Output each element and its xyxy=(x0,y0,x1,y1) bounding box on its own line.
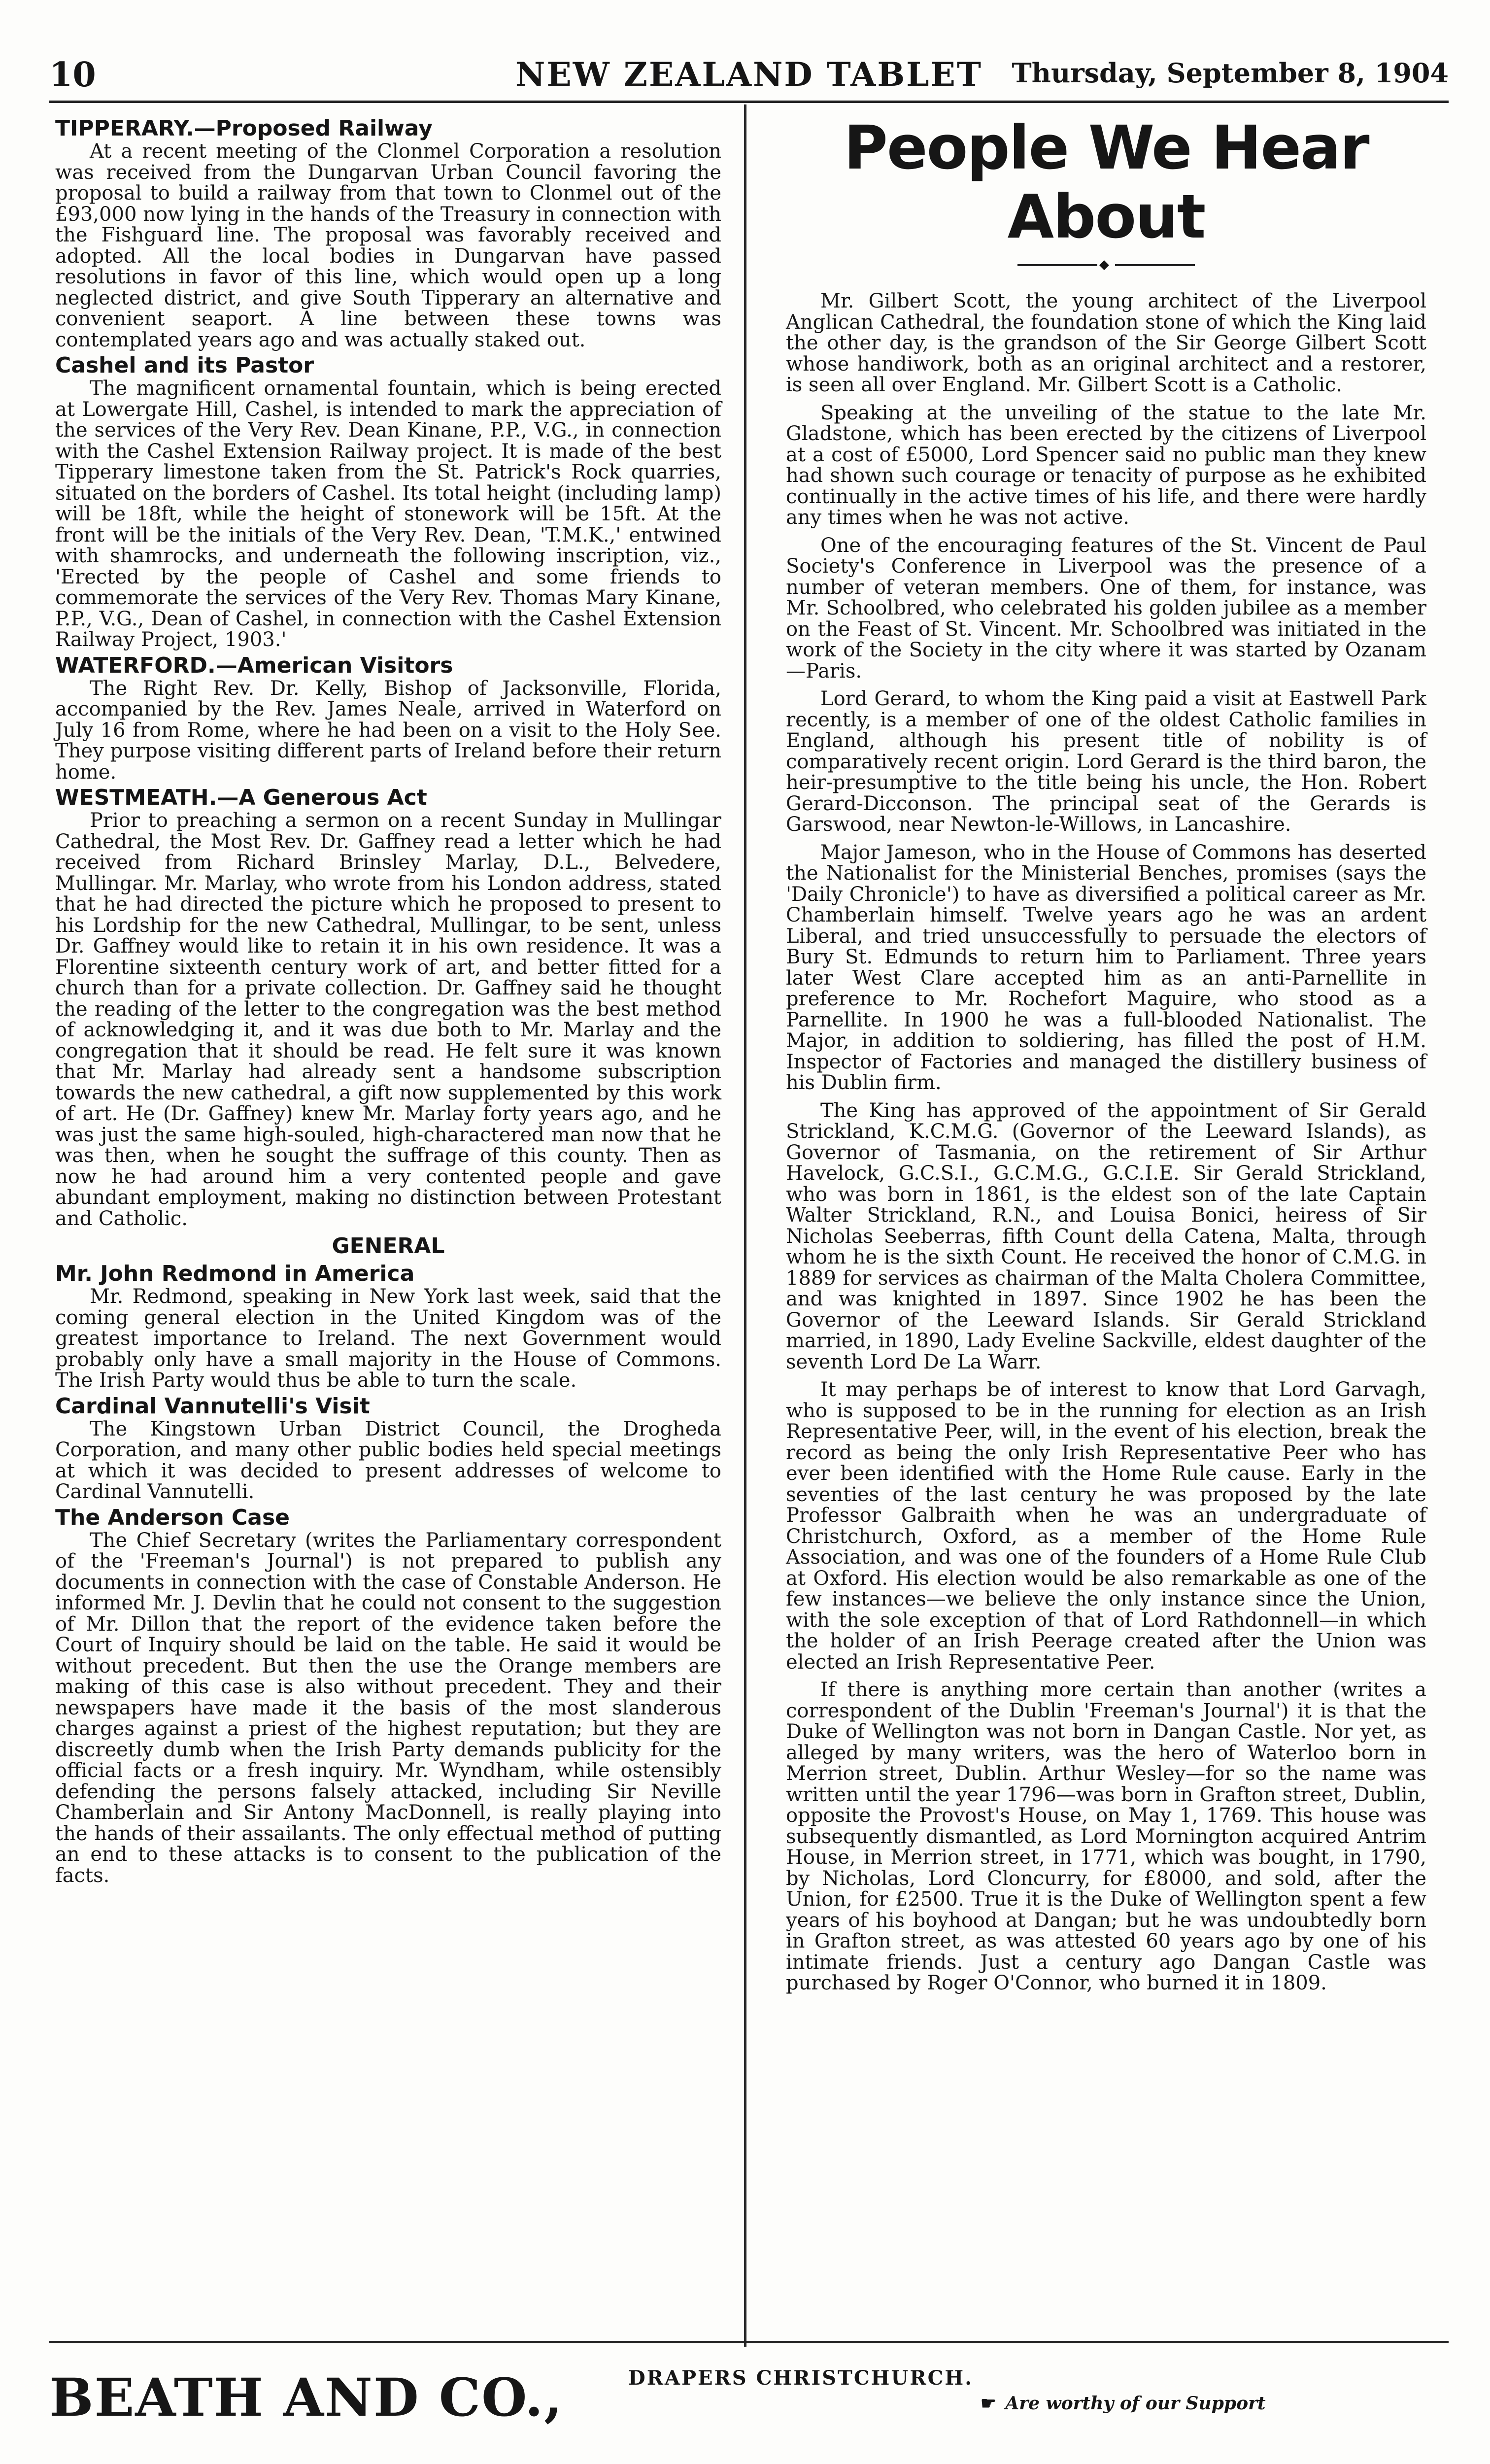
news-item xyxy=(55,1506,721,1886)
news-item xyxy=(55,1262,721,1391)
article-paragraph: Major Jameson, who in the House of Commons has deserted the Nationalist for the Ministerial Benches, promises (says the 'Daily Chronicle') to have as diversified a political career as Mr. Chamberlain himself. Twelve years ago he was an ardent Liberal, and tried unsuccessfully to persuade the electors of Bury St. Edmunds to return him to Parliament. Three years later West Clare accepted him as an anti-Parnellite in preference to Mr. Rochefort Maguire, who stood as a Parnellite. In 1900 he was a full-blooded Nationalist. The Major, in addition to soldiering, has filled the post of H.M. Inspector of Factories and managed the distillery business of his Dublin firm. xyxy=(786,841,1426,1094)
news-body: The Chief Secretary (writes the Parliamentary correspondent of the 'Freeman's Journal') is not prepared to publish any documents in connection with the case of Constable Anderson. He informed Mr. J. Devlin that he could not consent to the suggestion of Mr. Dillon that the report of the evidence taken before the Court of Inquiry should be laid on the table. He said it would be without precedent. But then the use the Orange members are making of this case is also without precedent. They and their newspapers have made it the basis of the most slanderous charges against a priest of the highest reputation; but they are discreetly dumb when the Irish Party demands publicity for the official facts or a fresh inquiry. Mr. Wyndham, while ostensibly defending the persons falsely attacked, including Sir Neville Chamberlain and Sir Antony MacDonnell, is really playing into the hands of their assailants. The only effectual method of putting an end to these attacks is to consent to the publication of the facts. xyxy=(55,1529,721,1887)
news-body: The magnificent ornamental fountain, which is being erected at Lowergate Hill, Cashel, is intended to mark the appreciation of the services of the Very Rev. Dean Kinane, P.P., V.G., in connection with the Cashel Extension Railway project. It is made of the best Tipperary limestone taken from the St. Patrick's Rock quarries, situated on the borders of Cashel. Its total height (including lamp) will be 18ft, while the height of stonework will be 15ft. At the front will be the initials of the Very Rev. Dean, 'T.M.K.,' entwined with shamrocks, and underneath the following inscription, viz., 'Erected by the people of Cashel and some friends to commemorate the services of the Very Rev. Thomas Mary Kinane, P.P., V.G., Dean of Cashel, in connection with the Cashel Extension Railway Project, 1903.' xyxy=(55,377,721,651)
advertisement-footer xyxy=(49,2347,1449,2428)
section-heading: GENERAL xyxy=(332,1233,445,1259)
news-heading: WATERFORD.—American Visitors xyxy=(55,652,453,678)
article-paragraph: Lord Gerard, to whom the King paid a visit at Eastwell Park recently, is a member of one of the oldest Catholic families in England, although his present title of nobility is of comparatively recent origin. Lord Gerard is the third baron, the heir-presumptive to the title being his uncle, the Hon. Robert Gerard-Dicconson. The principal seat of the Gerards is Garswood, near Newton-le-Willows, in Lancashire. xyxy=(786,687,1426,836)
feature-title: People We Hear About xyxy=(844,113,1369,252)
ornament-rule xyxy=(1017,264,1097,266)
news-item xyxy=(55,1394,721,1503)
pointing-hand-icon: ☛ xyxy=(981,2393,997,2414)
diamond-icon: ◆ xyxy=(1099,257,1109,272)
advertiser-appeal xyxy=(981,2393,1266,2414)
news-heading: WESTMEATH.—A Generous Act xyxy=(55,785,427,810)
masthead-rule xyxy=(49,101,1449,103)
advertiser-name: BEATH AND CO., xyxy=(49,2366,564,2428)
appeal-text: Are worthy of our Support xyxy=(1005,2393,1266,2414)
news-body: At a recent meeting of the Clonmel Corporation a resolution was received from the Dungarvan Urban Council favoring the proposal to build a railway from that town to Clonmel out of the £93,000 now lying in the hands of the Treasury in connection with the Fishguard line. The proposal was favorably received and adopted. All the local bodies in Dungarvan have passed resolutions in favor of this line, which would open up a long neglected district, and give South Tipperary an alternative and convenient seaport. A line between these towns was contemplated years ago and was actually staked out. xyxy=(55,140,721,351)
issue-date: Thursday, September 8, 1904 xyxy=(1012,57,1449,89)
news-body: Mr. Redmond, speaking in New York last week, said that the coming general election in the United Kingdom was of the greatest importance to Ireland. The next Government would probably only have a small majority in the House of Commons. The Irish Party would thus be able to turn the scale. xyxy=(55,1285,721,1392)
section-heading-general xyxy=(55,1234,721,1259)
news-body: The Kingstown Urban District Council, the Drogheda Corporation, and many other public bodies held special meetings at which it was decided to present addresses of welcome to Cardinal Vannutelli. xyxy=(55,1417,721,1503)
footer-rule xyxy=(49,2341,1449,2343)
article-paragraph: If there is anything more certain than another (writes a correspondent of the Dublin 'Freeman's Journal') it is that the Duke of Wellington was not born in Dangan Castle. Nor yet, as alleged by many writers, was the hero of Waterloo born in Merrion street, Dublin. Arthur Wesley—for so the name was written until the year 1796—was born in Grafton street, Dublin, opposite the Provost's House, on May 1, 1769. This house was subsequently dismantled, as Lord Mornington acquired Antrim House, in Merrion street, in 1771, which was bought, in 1790, by Nicholas, Lord Cloncurry, for £8000, and sold, after the Union, for £2500. True it is the Duke of Wellington spent a few years of his boyhood at Dangan; but he was undoubtedly born in Grafton street, as was attested 60 years ago by one of his intimate friends. Just a century ago Dangan Castle was purchased by Roger O'Connor, who burned it in 1809. xyxy=(786,1678,1426,1994)
news-item xyxy=(55,353,721,650)
publication-title: NEW ZEALAND TABLET xyxy=(515,55,982,94)
advertiser-trade: DRAPERS CHRISTCHURCH. xyxy=(628,2366,974,2390)
title-ornament xyxy=(1017,258,1195,271)
article-paragraph: The King has approved of the appointment of Sir Gerald Strickland, K.C.M.G. (Governor of the Leeward Islands), as Governor of Tasmania, on the retirement of Sir Arthur Havelock, G.C.S.I., G.C.M.G., G.C.I.E. Sir Gerald Strickland, who was born in 1861, is the eldest son of the late Captain Walter Strickland, R.N., and Louisa Bonici, heiress of Sir Nicholas Seeberras, fifth Count della Catena, Malta, through whom he is the sixth Count. He received the honor of C.M.G. in 1889 for services as chairman of the Malta Cholera Committee, and was knighted in 1897. Since 1902 he has been the Governor of the Leeward Islands. Sir Gerald Strickland married, in 1890, Lady Eveline Sackville, eldest daughter of the seventh Lord De La Warr. xyxy=(786,1099,1426,1373)
article-paragraph: One of the encouraging features of the St. Vincent de Paul Society's Conference in Liverpool was the presence of a number of veteran members. One of them, for instance, was Mr. Schoolbred, who celebrated his golden jubilee as a member on the Feast of St. Vincent. Mr. Schoolbred was initiated in the work of the Society in the city where it was started by Ozanam—Paris. xyxy=(786,534,1426,683)
news-body: The Right Rev. Dr. Kelly, Bishop of Jacksonville, Florida, accompanied by the Rev. James Neale, arrived in Waterford on July 16 from Rome, where he had been on a visit to the Holy See. They purpose visiting different parts of Ireland before their return home. xyxy=(55,677,721,784)
left-column xyxy=(55,113,721,1886)
news-heading: The Anderson Case xyxy=(55,1505,290,1530)
right-column xyxy=(786,113,1426,2001)
page-number: 10 xyxy=(49,55,96,95)
news-item xyxy=(55,116,721,350)
ornament-rule xyxy=(1115,264,1195,266)
masthead xyxy=(49,55,1449,97)
news-item xyxy=(55,653,721,783)
article-paragraph: Mr. Gilbert Scott, the young architect of the Liverpool Anglican Cathedral, the foundation stone of which the King laid the other day, is the grandson of the Sir George Gilbert Scott whose handiwork, both as an original architect and a restorer, is seen all over England. Mr. Gilbert Scott is a Catholic. xyxy=(786,290,1426,396)
news-heading: Cardinal Vannutelli's Visit xyxy=(55,1393,370,1419)
article-paragraph: Speaking at the unveiling of the statue to the late Mr. Gladstone, which has been erected by the citizens of Liverpool at a cost of £5000, Lord Spencer said no public man they knew had shown such courage or tenacity of purpose as he exhibited continually in the active times of his life, and there were hardly any times when he was not active. xyxy=(786,401,1426,529)
article-paragraph: It may perhaps be of interest to know that Lord Garvagh, who is supposed to be in the running for election as an Irish Representative Peer, will, in the event of his election, break the record as being the only Irish Representative Peer who has ever been identified with the Home Rule cause. Early in the seventies of the last century he was proposed by the late Professor Galbraith when he was an undergraduate of Christchurch, Oxford, as a member of the Home Rule Association, and was one of the founders of a Home Rule Club at Oxford. His election would be also remarkable as one of the few instances—we believe the only instance since the Union, with the sole exception of that of Lord Rathdonnell—in which the holder of an Irish Peerage created after the Union was elected an Irish Representative Peer. xyxy=(786,1378,1426,1674)
column-divider xyxy=(744,104,746,2347)
news-heading: Mr. John Redmond in America xyxy=(55,1261,415,1286)
news-item xyxy=(55,786,721,1229)
news-heading: Cashel and its Pastor xyxy=(55,353,314,378)
news-heading: TIPPERARY.—Proposed Railway xyxy=(55,116,433,141)
news-body: Prior to preaching a sermon on a recent Sunday in Mullingar Cathedral, the Most Rev. Dr. Gaffney read a letter which he had received from Richard Brinsley Marlay, D.L., Belvedere, Mullingar. Mr. Marlay, who wrote from his London address, stated that he had directed the picture which he proposed to present to his Lordship for the new Cathedral, Mullingar, to be sent, unless Dr. Gaffney would like to retain it in his own residence. It was a Florentine sixteenth century work of art, and better fitted for a church than for a private collection. Dr. Gaffney said he thought the reading of the letter to the congregation was the best method of acknowledging it, and it was due both to Mr. Marlay and the congregation that it should be read. He felt sure it was known that Mr. Marlay had already sent a handsome subscription towards the new cathedral, a gift now supplemented by this work of art. He (Dr. Gaffney) knew Mr. Marlay forty years ago, and he was just the same high-souled, high-charactered man now that he was then, when he sought the suffrage of this county. Then as now he had around him a very contented people and gave abundant employment, making no distinction between Protestant and Catholic. xyxy=(55,809,721,1230)
